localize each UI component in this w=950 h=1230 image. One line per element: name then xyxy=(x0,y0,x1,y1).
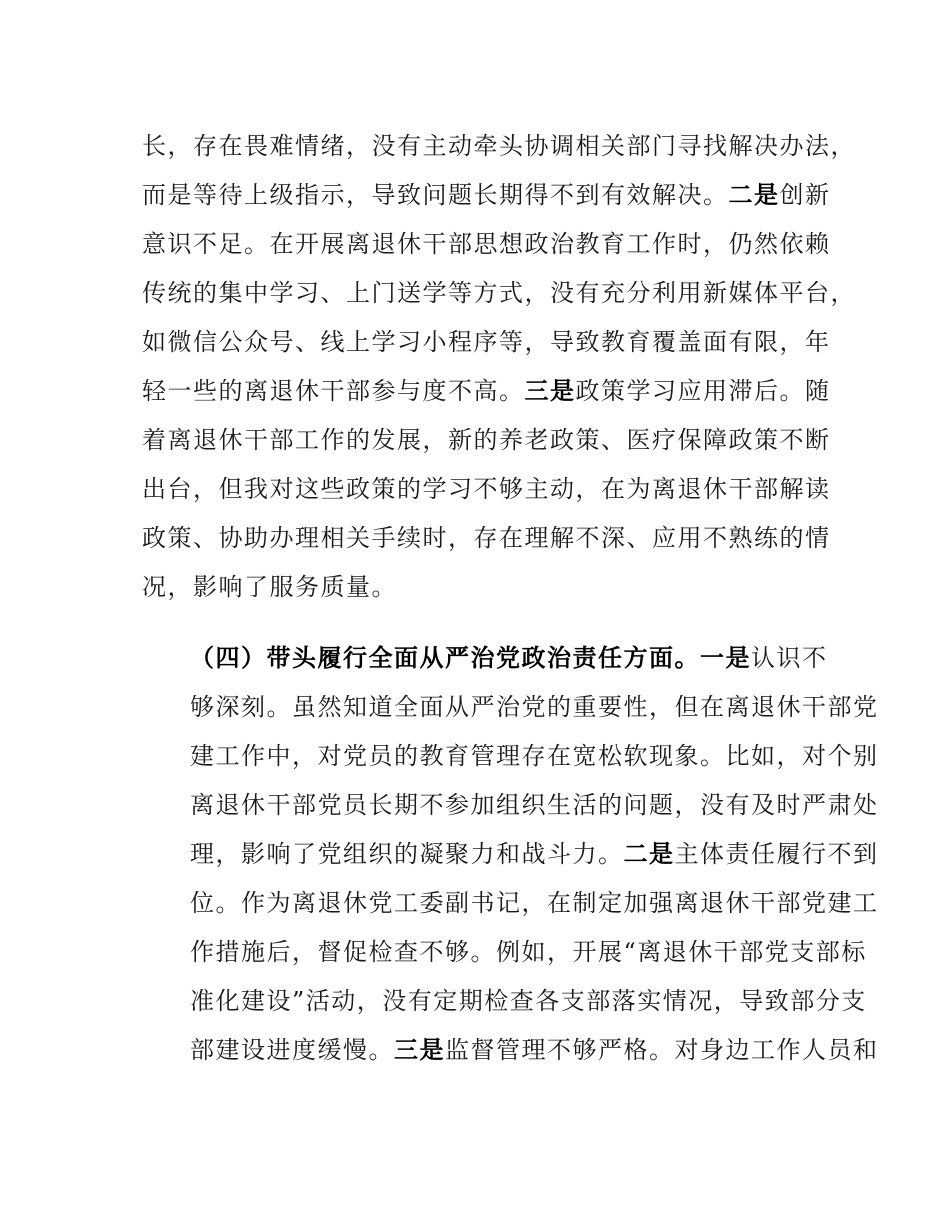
text-segment: 理，影响了党组织的凝聚力和战斗力。 xyxy=(190,840,624,868)
text-line xyxy=(142,781,879,830)
text-line xyxy=(142,977,867,1026)
text-segment: 长，存在畏难情绪，没有主动牵头协调相关部门寻找解决办法， xyxy=(142,132,856,160)
text-line xyxy=(142,220,831,269)
bold-text-segment: 二是 xyxy=(623,840,675,868)
text-line xyxy=(142,514,831,563)
text-segment: 部建设进度缓慢。 xyxy=(190,1036,394,1064)
bold-text-segment: 二是 xyxy=(728,181,780,209)
text-line xyxy=(142,269,856,318)
text-line xyxy=(142,563,822,612)
bold-text-segment: 一是 xyxy=(700,644,751,672)
text-segment: 准化建设”活动，没有定期检查各支部落实情况，导致部分支 xyxy=(190,987,867,1015)
paragraph-2 xyxy=(142,634,879,1075)
text-segment: 离退休干部党员长期不参加组织生活的问题，没有及时严肃处 xyxy=(190,791,879,819)
text-line xyxy=(142,416,831,465)
text-segment: 位。作为离退休党工委副书记，在制定加强离退休干部党建工 xyxy=(190,889,879,917)
text-segment: 认识不 xyxy=(751,644,828,672)
text-segment: 建工作中，对党员的教育管理存在宽松软现象。比如，对个别 xyxy=(190,742,879,770)
bold-text-segment: （四）带头履行全面从严治党政治责任方面。 xyxy=(190,644,700,672)
text-segment: 创新 xyxy=(779,181,831,209)
text-line xyxy=(142,683,879,732)
text-segment: 而是等待上级指示，导致问题长期得不到有效解决。 xyxy=(142,181,729,209)
text-line xyxy=(142,830,879,879)
text-line xyxy=(142,171,831,220)
text-line xyxy=(142,1026,879,1075)
text-line xyxy=(142,465,831,514)
text-line xyxy=(142,318,831,367)
text-segment: 作措施后，督促检查不够。例如，开展“离退休干部党支部标 xyxy=(190,938,867,966)
bold-text-segment: 三是 xyxy=(394,1036,445,1064)
text-segment: 意识不足。在开展离退休干部思想政治教育工作时，仍然依赖 xyxy=(142,230,831,258)
text-segment: 如微信公众号、线上学习小程序等，导致教育覆盖面有限，年 xyxy=(142,328,831,356)
text-line xyxy=(142,928,867,977)
text-segment: 轻一些的离退休干部参与度不高。 xyxy=(142,377,525,405)
text-segment: 主体责任履行不到 xyxy=(674,840,879,868)
text-segment: 况，影响了服务质量。 xyxy=(142,573,397,601)
text-line xyxy=(142,367,831,416)
text-segment: 政策学习应用滞后。随 xyxy=(575,377,831,405)
text-segment: 够深刻。虽然知道全面从严治党的重要性，但在离退休干部党 xyxy=(190,693,879,721)
text-segment: 政策、协助办理相关手续时，存在理解不深、应用不熟练的情 xyxy=(142,524,831,552)
text-line xyxy=(142,732,879,781)
text-line xyxy=(142,879,879,928)
paragraph-1 xyxy=(142,122,856,612)
text-segment: 传统的集中学习、上门送学等方式，没有充分利用新媒体平台， xyxy=(142,279,856,307)
text-line xyxy=(142,122,856,171)
text-segment: 监督管理不够严格。对身边工作人员和 xyxy=(445,1036,879,1064)
bold-text-segment: 三是 xyxy=(524,377,576,405)
text-segment: 着离退休干部工作的发展，新的养老政策、医疗保障政策不断 xyxy=(142,426,831,454)
text-line xyxy=(142,634,828,683)
text-segment: 出台，但我对这些政策的学习不够主动，在为离退休干部解读 xyxy=(142,475,831,503)
